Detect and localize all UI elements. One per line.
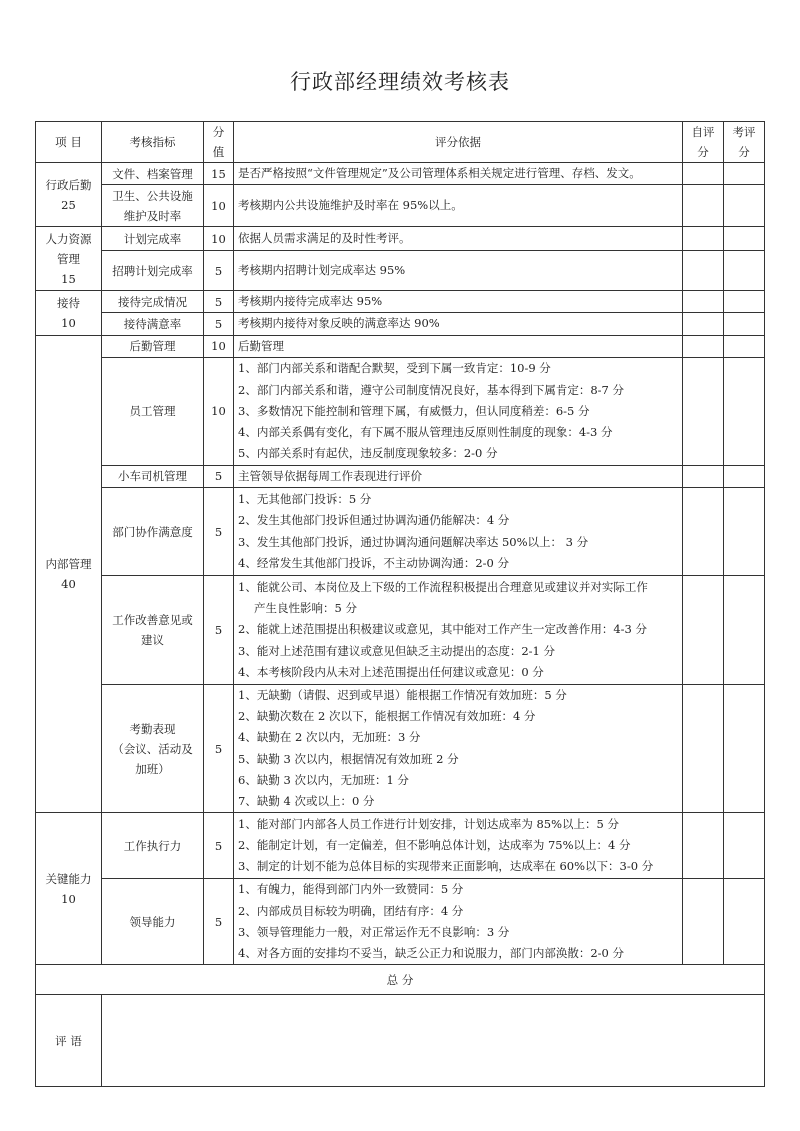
exam-score-input[interactable]: [724, 465, 765, 487]
self-score-input[interactable]: [683, 251, 724, 291]
weight-cell: 5: [204, 685, 234, 813]
indicator-cell: 计划完成率: [102, 227, 204, 251]
basis-cell: 后勤管理: [234, 335, 683, 357]
self-score-input[interactable]: [683, 357, 724, 465]
table-row: [36, 163, 765, 185]
weight-cell: 5: [204, 576, 234, 685]
table-row: [36, 465, 765, 487]
exam-score-input[interactable]: [724, 357, 765, 465]
basis-cell: 1、能就公司、本岗位及上下级的工作流程积极提出合理意见或建议并对实际工作 产生良性影响：5 分 2、能就上述范围提出积极建议或意见，其中能对工作产生一定改善作用：4-3 分 3、能对上述范围有建议或意见但缺乏主动提出的态度：2-1 分 4、本考核阶段内从未对上述范围提出任何建议或意见：0 分: [234, 576, 683, 685]
indicator-cell: 工作改善意见或 建议: [102, 576, 204, 685]
indicator-cell: 小车司机管理: [102, 465, 204, 487]
basis-cell: 1、能对部门内部各人员工作进行计划安排，计划达成率为 85%以上：5 分 2、能制定计划，有一定偏差，但不影响总体计划，达成率为 75%以上：4 分 3、制定的计划不能为总体目标的实现带来正面影响，达成率在 60%以下：3-0 分: [234, 813, 683, 879]
indicator-cell: 接待满意率: [102, 313, 204, 335]
self-score-input[interactable]: [683, 313, 724, 335]
indicator-cell: 员工管理: [102, 357, 204, 465]
self-score-input[interactable]: [683, 335, 724, 357]
header-exam-score: 考评 分: [724, 122, 765, 163]
exam-score-input[interactable]: [724, 227, 765, 251]
exam-score-input[interactable]: [724, 291, 765, 313]
weight-cell: 15: [204, 163, 234, 185]
exam-score-input[interactable]: [724, 685, 765, 813]
self-score-input[interactable]: [683, 813, 724, 879]
table-row: [36, 291, 765, 313]
group-admin: 行政后勤 25: [36, 163, 102, 227]
page-title: 行政部经理绩效考核表: [290, 70, 510, 94]
exam-score-input[interactable]: [724, 313, 765, 335]
indicator-cell: 后勤管理: [102, 335, 204, 357]
basis-cell: 考核期内招聘计划完成率达 95%: [234, 251, 683, 291]
indicator-cell: 接待完成情况: [102, 291, 204, 313]
exam-score-input[interactable]: [724, 163, 765, 185]
self-score-input[interactable]: [683, 163, 724, 185]
exam-score-input[interactable]: [724, 251, 765, 291]
table-row: [36, 685, 765, 813]
total-label: 总 分: [36, 965, 765, 995]
self-score-input[interactable]: [683, 685, 724, 813]
basis-cell: 依据人员需求满足的及时性考评。: [234, 227, 683, 251]
basis-cell: 是否严格按照“文件管理规定”及公司管理体系相关规定进行管理、存档、发文。: [234, 163, 683, 185]
self-score-input[interactable]: [683, 227, 724, 251]
exam-score-input[interactable]: [724, 576, 765, 685]
table-row: [36, 813, 765, 879]
table-row: [36, 185, 765, 227]
basis-cell: 1、无缺勤（请假、迟到或早退）能根据工作情况有效加班：5 分 2、缺勤次数在 2 次以下，能根据工作情况有效加班：4 分 4、缺勤在 2 次以内，无加班：3 分 5、缺勤 3 次以内，根据情况有效加班 2 分 6、缺勤 3 次以内，无加班：1 分 7、缺勤 4 次或以上：0 分: [234, 685, 683, 813]
weight-cell: 10: [204, 335, 234, 357]
table-row: [36, 335, 765, 357]
exam-score-input[interactable]: [724, 185, 765, 227]
indicator-cell: 卫生、公共设施 维护及时率: [102, 185, 204, 227]
self-score-input[interactable]: [683, 185, 724, 227]
indicator-cell: 考勤表现 （会议、活动及 加班）: [102, 685, 204, 813]
comment-input[interactable]: [102, 995, 765, 1087]
header-self-score: 自评 分: [683, 122, 724, 163]
exam-score-input[interactable]: [724, 879, 765, 965]
header-basis: 评分依据: [234, 122, 683, 163]
self-score-input[interactable]: [683, 465, 724, 487]
comment-label: 评 语: [36, 995, 102, 1087]
self-score-input[interactable]: [683, 488, 724, 576]
weight-cell: 5: [204, 291, 234, 313]
exam-score-input[interactable]: [724, 335, 765, 357]
basis-cell: 1、有魄力，能得到部门内外一致赞同：5 分 2、内部成员目标较为明确，团结有序：4 分 3、领导管理能力一般，对正常运作无不良影响：3 分 4、对各方面的安排均不妥当，缺乏公正力和说服力，部门内部涣散：2-0 分: [234, 879, 683, 965]
indicator-cell: 招聘计划完成率: [102, 251, 204, 291]
table-row: [36, 488, 765, 576]
basis-cell: 考核期内公共设施维护及时率在 95%以上。: [234, 185, 683, 227]
table-row: [36, 251, 765, 291]
indicator-cell: 工作执行力: [102, 813, 204, 879]
table-row: [36, 313, 765, 335]
table-row: [36, 576, 765, 685]
group-reception: 接待 10: [36, 291, 102, 335]
basis-cell: 主管领导依据每周工作表现进行评价: [234, 465, 683, 487]
weight-cell: 5: [204, 465, 234, 487]
weight-cell: 5: [204, 251, 234, 291]
self-score-input[interactable]: [683, 879, 724, 965]
basis-cell: 1、无其他部门投诉：5 分 2、发生其他部门投诉但通过协调沟通仍能解决：4 分 3、发生其他部门投诉，通过协调沟通问题解决率达 50%以上： 3 分 4、经常发生其他部门投诉，不主动协调沟通：2-0 分: [234, 488, 683, 576]
indicator-cell: 文件、档案管理: [102, 163, 204, 185]
self-score-input[interactable]: [683, 576, 724, 685]
header-row: [36, 122, 765, 163]
header-item: 项 目: [36, 122, 102, 163]
header-indicator: 考核指标: [102, 122, 204, 163]
table-row: [36, 357, 765, 465]
weight-cell: 10: [204, 227, 234, 251]
basis-cell: 1、部门内部关系和谐配合默契，受到下属一致肯定：10-9 分 2、部门内部关系和谐，遵守公司制度情况良好，基本得到下属肯定：8-7 分 3、多数情况下能控制和管理下属，有威慑力，但认同度稍差：6-5 分 4、内部关系偶有变化，有下属不服从管理违反原则性制度的现象：4-3 分 5、内部关系时有起伏，违反制度现象较多：2-0 分: [234, 357, 683, 465]
group-hr: 人力资源 管理 15: [36, 227, 102, 291]
weight-cell: 5: [204, 488, 234, 576]
comment-row: [36, 995, 765, 1087]
indicator-cell: 部门协作满意度: [102, 488, 204, 576]
table-row: [36, 227, 765, 251]
weight-cell: 5: [204, 813, 234, 879]
table-row: [36, 879, 765, 965]
group-internal: 内部管理 40: [36, 335, 102, 813]
weight-cell: 5: [204, 313, 234, 335]
appraisal-table: [35, 121, 765, 1087]
group-key: 关键能力 10: [36, 813, 102, 965]
indicator-cell: 领导能力: [102, 879, 204, 965]
header-weight: 分 值: [204, 122, 234, 163]
weight-cell: 10: [204, 357, 234, 465]
exam-score-input[interactable]: [724, 813, 765, 879]
exam-score-input[interactable]: [724, 488, 765, 576]
basis-cell: 考核期内接待完成率达 95%: [234, 291, 683, 313]
weight-cell: 5: [204, 879, 234, 965]
weight-cell: 10: [204, 185, 234, 227]
self-score-input[interactable]: [683, 291, 724, 313]
total-row: [36, 965, 765, 995]
basis-cell: 考核期内接待对象反映的满意率达 90%: [234, 313, 683, 335]
